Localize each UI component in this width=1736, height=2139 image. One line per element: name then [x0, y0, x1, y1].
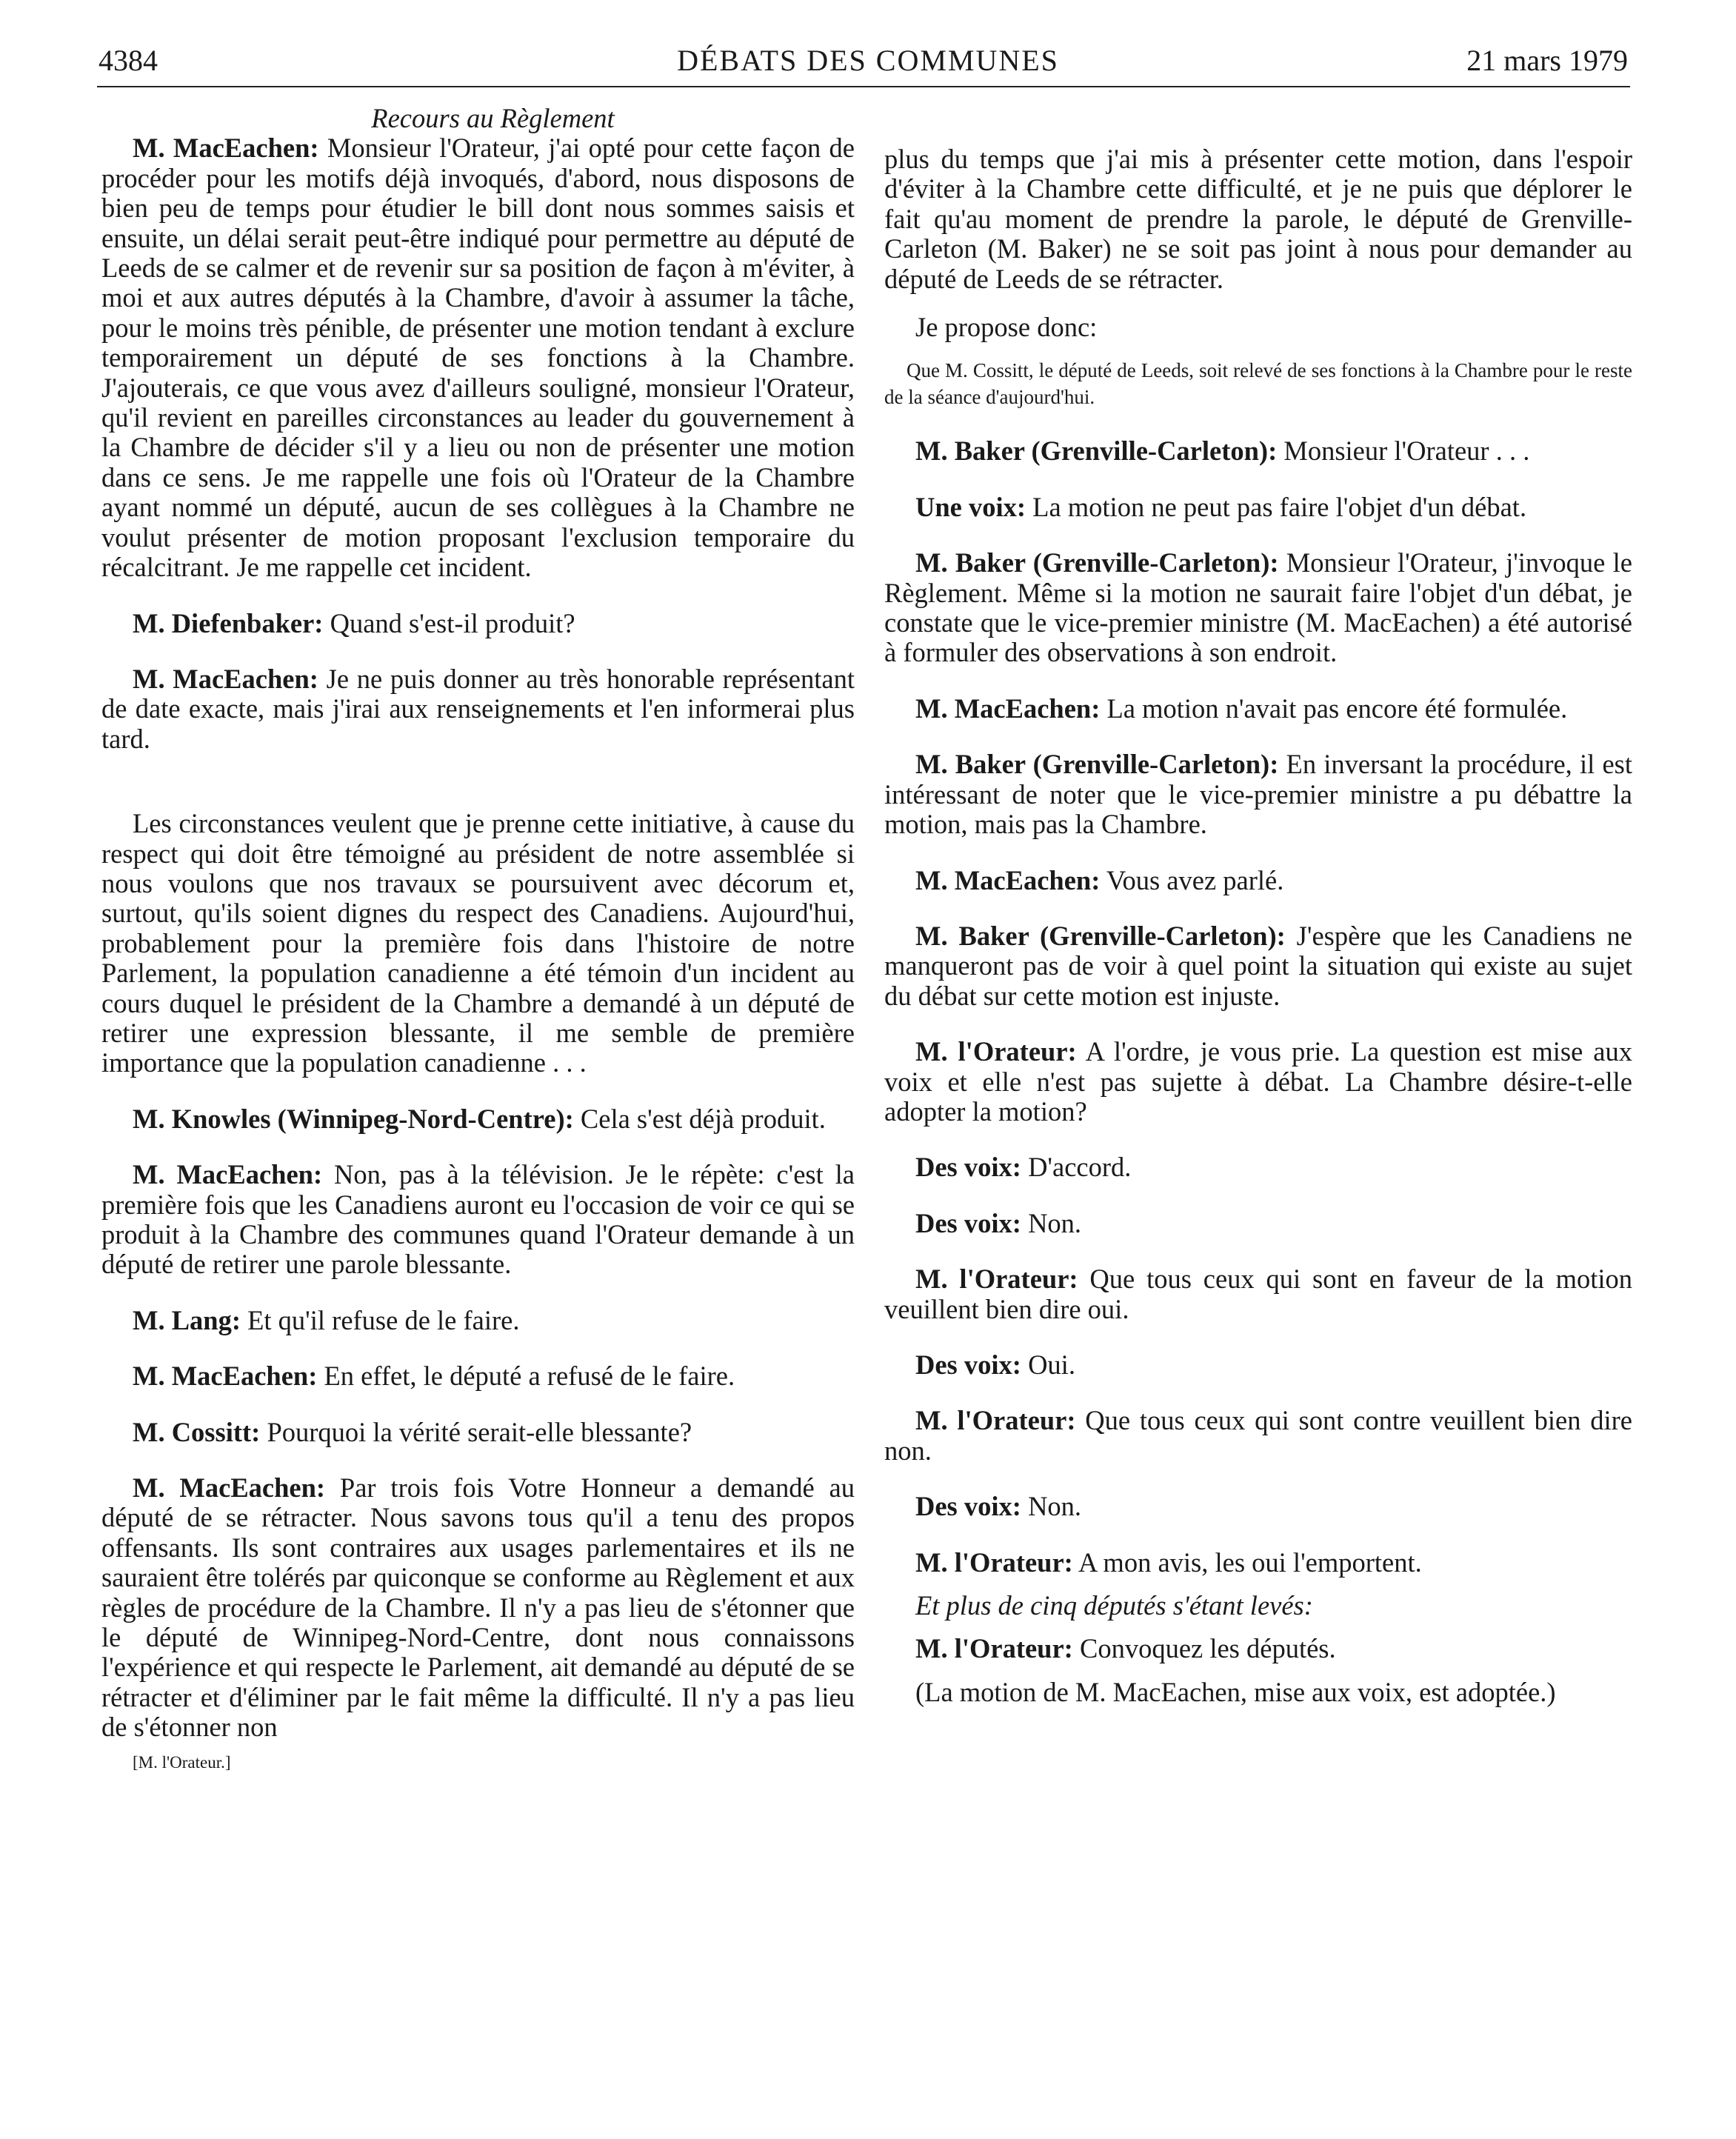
speaker-name: M. MacEachen: — [915, 693, 1101, 724]
speech-paragraph — [101, 133, 855, 582]
issue-date: 21 mars 1979 — [1466, 44, 1628, 77]
speech-text: Vous avez parlé. — [1100, 864, 1284, 895]
speech-paragraph — [884, 144, 1632, 294]
result-text: (La motion de M. MacEachen, mise aux voix, est adoptée.) — [915, 1676, 1556, 1707]
speech-text: Non, pas à la télévision. Je le répète: c'est la première fois que les Canadiens auront eu l'occasion de voir ce qui se produit à la Chambre des communes quand l'Orateur demande à un député de retirer une parole blessante. — [101, 1159, 855, 1280]
speech-paragraph — [884, 1152, 1632, 1182]
speech-text: Oui. — [1021, 1349, 1075, 1380]
speaker-name: M. Baker (Grenville-Carleton): — [915, 436, 1278, 467]
speech-text: Monsieur l'Orateur, j'invoque le Règlement. Même si la motion ne saurait faire l'objet d'un débat, je constate que le vice-premier ministre (M. MacEachen) a été autorisé à formuler des observations à son endroit. — [884, 547, 1632, 668]
speaker-name: Des voix: — [915, 1152, 1021, 1183]
speech-paragraph — [884, 1037, 1632, 1127]
speaker-name: Des voix: — [915, 1491, 1021, 1522]
speech-paragraph — [884, 921, 1632, 1011]
left-column — [101, 104, 855, 1774]
motion-text: Que M. Cossitt, le député de Leeds, soit relevé de ses fonctions à la Chambre pour le reste de la séance d'aujourd'hui. — [884, 359, 1632, 409]
speech-text: A mon avis, les oui l'emportent. — [1072, 1546, 1422, 1578]
speech-text: Que tous ceux qui sont en faveur de la motion veuillent bien dire oui. — [884, 1264, 1632, 1324]
speech-paragraph — [884, 1548, 1632, 1578]
speech-text: En inversant la procédure, il est intéressant de noter que le vice-premier ministre a pu débattre la motion, mais pas la Chambre. — [884, 749, 1632, 840]
speaker-name: M. MacEachen: — [133, 1361, 318, 1392]
speech-text: Monsieur l'Orateur . . . — [1277, 436, 1530, 467]
speaker-name: M. l'Orateur: — [915, 1264, 1078, 1295]
speaker-name: M. MacEachen: — [133, 1159, 323, 1190]
speaker-name: Des voix: — [915, 1207, 1021, 1238]
speaker-name: M. l'Orateur: — [915, 1633, 1073, 1664]
speech-paragraph — [101, 1104, 855, 1134]
speech-text: La motion ne peut pas faire l'objet d'un débat. — [1026, 491, 1527, 522]
speech-text: Par trois fois Votre Honneur a demandé au député de se rétracter. Nous savons tous qu'il a tenu des propos offensants. Ils sont contraires aux usages parlementaires et ils ne sauraient être tolérés par quiconque se conforme au Règlement et aux règles de procédure de la Chambre. Il n'y a pas lieu de s'étonner que le député de Winnipeg-Nord-Centre, dont nous connaissons l'expérience et qui respecte le Parlement, ait demandé au député de se rétracter et d'éliminer par le fait même la difficulté. Il n'y a pas lieu de s'étonner non — [101, 1472, 855, 1743]
speech-text: Convoquez les députés. — [1072, 1633, 1336, 1664]
speaker-name: M. Cossitt: — [133, 1416, 261, 1447]
speaker-name: M. MacEachen: — [133, 1472, 326, 1504]
speech-paragraph — [884, 548, 1632, 668]
speech-paragraph — [884, 750, 1632, 839]
speaker-name: M. Knowles (Winnipeg-Nord-Centre): — [133, 1103, 574, 1134]
speaker-name: M. Lang: — [133, 1304, 241, 1335]
speech-paragraph — [884, 1264, 1632, 1324]
result-paragraph — [884, 1678, 1632, 1707]
speech-text: D'accord. — [1021, 1152, 1132, 1183]
speech-text: Non. — [1021, 1207, 1082, 1238]
speech-paragraph — [884, 1492, 1632, 1521]
speech-text: Cela s'est déjà produit. — [573, 1103, 826, 1134]
speech-text: Monsieur l'Orateur, j'ai opté pour cette façon de procéder pour les motifs déjà invoqués, d'abord, nous disposons de bien peu de temps pour étudier le bill dont nous sommes saisis et ensuite, un délai serait peut-être indiqué pour permettre au député de Leeds de se calmer et de revenir sur sa position de façon à m'éviter, à moi et aux autres députés à la Chambre, d'avoir à assumer la tâche, pour le moins très pénible, de présenter une motion tendant à exclure temporairement un député de ses fonctions à la Chambre. J'ajouterais, ce que vous avez d'ailleurs souligné, monsieur l'Orateur, qu'il revient en pareilles circonstances au leader du gouvernement à la Chambre de décider s'il y a lieu ou non de présenter une motion dans ce sens. Je me rappelle une fois où l'Orateur de la Chambre ayant nommé un député, aucun de ses collègues à la Chambre ne voulut présenter de motion proposant l'exclusion temporaire du récalcitrant. Je me rappelle cet incident. — [101, 133, 855, 583]
speech-text: A l'ordre, je vous prie. La question est mise aux voix et elle n'est pas sujette à débat. La Chambre désire-t-elle adopter la motion? — [884, 1036, 1632, 1127]
speaker-note: [M. l'Orateur.] — [133, 1752, 231, 1772]
speech-paragraph — [101, 1418, 855, 1447]
speech-paragraph — [101, 1473, 855, 1743]
speech-text: Quand s'est-il produit? — [323, 607, 575, 638]
speech-text: Les circonstances veulent que je prenne cette initiative, à cause du respect qui doit être témoigné au président de notre assemblée si nous voulons que nos travaux se poursuivent avec décorum et, surtout, qu'ils soient dignes du respect des Canadiens. Aujourd'hui, probablement pour la première fois dans l'histoire de notre Parlement, la population canadienne a été témoin d'un incident au cours duquel le président de la Chambre a demandé à un député de retirer une expression blessante, il me semble de première importance que la population canadienne . . . — [101, 808, 855, 1078]
speech-text: Je ne puis donner au très honorable représentant de date exacte, mais j'irai aux renseignements et l'en informerai plus tard. — [101, 663, 855, 754]
speech-text: Pourquoi la vérité serait-elle blessante? — [260, 1416, 692, 1447]
speech-text: Et qu'il refuse de le faire. — [241, 1304, 520, 1335]
speech-text: plus du temps que j'ai mis à présenter cette motion, dans l'espoir d'éviter à la Chambre cette difficulté, et je ne puis que déplorer le fait qu'au moment de prendre la parole, le député de Grenville-Carleton (M. Baker) ne se soit pas joint à nous pour demander au député de Leeds de se rétracter. — [884, 144, 1632, 294]
speech-paragraph — [101, 1361, 855, 1391]
speech-paragraph — [101, 1160, 855, 1280]
right-column — [884, 104, 1632, 1707]
speech-paragraph — [884, 694, 1632, 724]
speech-paragraph — [884, 1209, 1632, 1238]
speech-paragraph — [884, 313, 1632, 342]
speech-paragraph — [884, 866, 1632, 895]
speaker-name: Des voix: — [915, 1349, 1021, 1380]
speaker-name: M. l'Orateur: — [915, 1036, 1077, 1067]
speaker-name: M. Baker (Grenville-Carleton): — [915, 920, 1286, 951]
speech-text: Non. — [1021, 1491, 1082, 1522]
speaker-name: M. Baker (Grenville-Carleton): — [915, 749, 1279, 780]
speaker-name: M. MacEachen: — [133, 663, 318, 694]
speech-paragraph — [101, 664, 855, 754]
page-number: 4384 — [99, 44, 158, 77]
speech-paragraph — [884, 1406, 1632, 1466]
speech-paragraph — [884, 1350, 1632, 1380]
speaker-name: M. Diefenbaker: — [133, 607, 324, 638]
speech-text: Je propose donc: — [915, 312, 1098, 343]
speech-text: J'espère que les Canadiens ne manqueront pas de voir à quel point la situation qui existe au sujet du débat sur cette motion est injuste. — [884, 920, 1632, 1011]
speaker-name: M. MacEachen: — [915, 864, 1101, 895]
speaker-name: M. MacEachen: — [133, 133, 319, 164]
speech-paragraph — [101, 1306, 855, 1335]
speech-paragraph — [884, 1634, 1632, 1664]
speaker-name: Une voix: — [915, 491, 1026, 522]
speech-paragraph — [884, 493, 1632, 522]
speaker-name: M. l'Orateur: — [915, 1405, 1076, 1436]
speaker-name: M. l'Orateur: — [915, 1546, 1073, 1578]
speech-text: En effet, le député a refusé de le faire. — [317, 1361, 735, 1392]
section-title: Recours au Règlement — [371, 103, 615, 133]
stage-direction: Et plus de cinq députés s'étant levés: — [915, 1590, 1313, 1621]
speech-paragraph — [884, 436, 1632, 466]
speech-paragraph — [101, 809, 855, 1078]
speech-paragraph — [101, 609, 855, 638]
header-rule — [97, 86, 1630, 87]
speech-text: La motion n'avait pas encore été formulée. — [1100, 693, 1568, 724]
speaker-name: M. Baker (Grenville-Carleton): — [915, 547, 1279, 578]
publication-title: DÉBATS DES COMMUNES — [677, 44, 1059, 77]
speech-text: Que tous ceux qui sont contre veuillent bien dire non. — [884, 1405, 1632, 1466]
